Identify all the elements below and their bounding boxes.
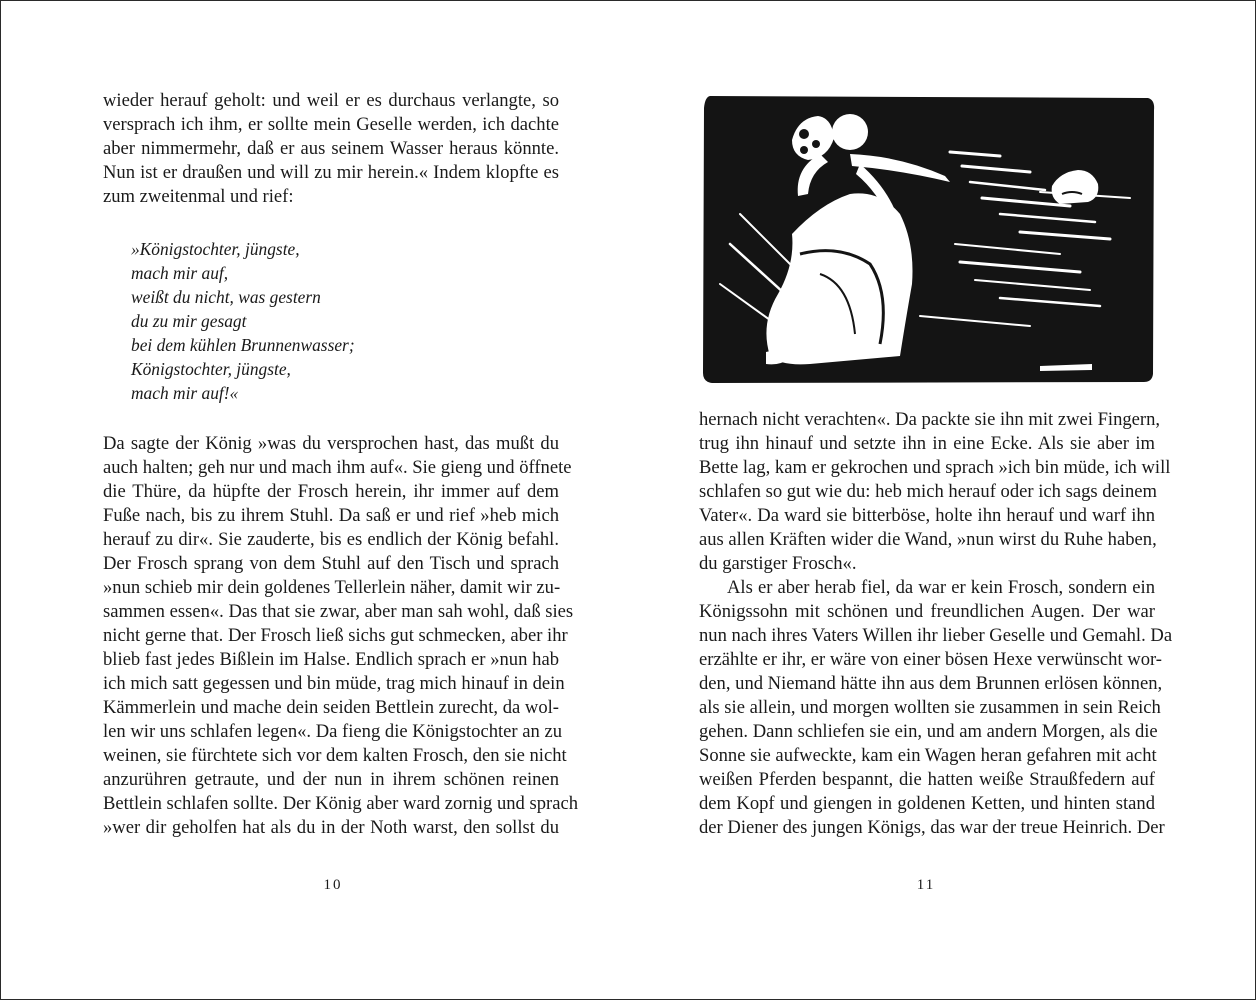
text-line: die Thüre, da hüpfte der Frosch herein, ihr immer auf dem bbox=[103, 481, 559, 502]
verse-line: bei dem kühlen Brunnenwasser; bbox=[131, 335, 355, 355]
text-line: Bettlein schlafen sollte. Der König aber ward zornig und sprach bbox=[103, 793, 579, 814]
text-line: auch halten; geh nur und mach ihm auf«. Sie gieng und öffnete bbox=[103, 457, 572, 478]
right-page bbox=[628, 1, 1255, 999]
text-line: den, und Niemand hätte ihn aus dem Brunnen erlösen können, bbox=[699, 673, 1163, 694]
text-line: Vater«. Da ward sie bitterböse, holte ihn herauf und warf ihn bbox=[699, 505, 1155, 526]
text-line: Fuße nach, bis zu ihrem Stuhl. Da saß er und rief »heb mich bbox=[103, 505, 559, 526]
text-line: dem Kopf und giengen in goldenen Ketten, und hinten stand bbox=[699, 793, 1155, 814]
text-line: aus allen Kräften wider die Wand, »nun wirst du Ruhe haben, bbox=[699, 529, 1157, 550]
text-line: Der Frosch sprang von dem Stuhl auf den Tisch und sprach bbox=[103, 553, 559, 574]
text-line: aber nimmermehr, daß er aus seinem Wasser heraus könnte. bbox=[103, 138, 559, 159]
text-line: weinen, sie fürchtete sich vor dem kalten Frosch, den sie nicht bbox=[103, 745, 567, 766]
text-line: versprach ich ihm, er sollte mein Geselle werden, ich dachte bbox=[103, 114, 559, 135]
text-line: »wer dir geholfen hat als du in der Noth warst, den sollst du bbox=[103, 817, 559, 838]
verse-line: mach mir auf, bbox=[131, 263, 229, 283]
text-line: len wir uns schlafen legen«. Da fieng die Königstochter an zu bbox=[103, 721, 563, 742]
verse-line: du zu mir gesagt bbox=[131, 311, 247, 331]
text-line: Nun ist er draußen und will zu mir herein.« Indem klopfte es bbox=[103, 162, 559, 183]
text-line: erzählte er ihr, er wäre von einer bösen Hexe verwünscht wor- bbox=[699, 649, 1163, 670]
text-line: als sie allein, und morgen wollten sie zusammen in sein Reich bbox=[699, 697, 1161, 718]
left-page bbox=[1, 1, 628, 999]
text-line: Königssohn mit schönen und freundlichen Augen. Der war bbox=[699, 601, 1155, 622]
text-line: Bette lag, kam er gekrochen und sprach »ich bin müde, ich will bbox=[699, 457, 1171, 478]
princess-throwing-frog-illustration bbox=[700, 94, 1156, 384]
text-line: Kämmerlein und mache dein seiden Bettlein zurecht, da wol- bbox=[103, 697, 559, 718]
text-line: »nun schieb mir dein goldenes Tellerlein näher, damit wir zu- bbox=[103, 577, 561, 598]
text-line: hernach nicht verachten«. Da packte sie ihn mit zwei Fingern, bbox=[699, 409, 1161, 430]
page-number: 10 bbox=[323, 877, 343, 893]
text-line: du garstiger Frosch«. bbox=[699, 553, 857, 574]
text-line: sammen essen«. Das that sie zwar, aber man sah wohl, daß sies bbox=[103, 601, 574, 622]
text-line: wieder herauf geholt: und weil er es durchaus verlangte, so bbox=[103, 90, 559, 111]
text-line: gehen. Dann schliefen sie ein, und am andern Morgen, als die bbox=[699, 721, 1158, 742]
text-line: trug ihn hinauf und setzte ihn in eine Ecke. Als sie aber im bbox=[699, 433, 1155, 454]
text-line: der Diener des jungen Königs, das war der treue Heinrich. Der bbox=[699, 817, 1165, 838]
verse-line: »Königstochter, jüngste, bbox=[131, 239, 300, 259]
text-line: weißen Pferden bespannt, die hatten weiße Straußfedern auf bbox=[699, 769, 1155, 790]
text-line: anzurühren getraute, und der nun in ihrem schönen reinen bbox=[103, 769, 559, 790]
text-line: herauf zu dir«. Sie zauderte, bis es endlich der König befahl. bbox=[103, 529, 559, 550]
verse-line: mach mir auf!« bbox=[131, 383, 239, 403]
text-line: ich mich satt gegessen und bin müde, trag mich hinauf in dein bbox=[103, 673, 565, 694]
page-number: 11 bbox=[916, 877, 936, 893]
verse-line: weißt du nicht, was gestern bbox=[131, 287, 321, 307]
text-line: zum zweitenmal und rief: bbox=[103, 186, 294, 207]
verse-line: Königstochter, jüngste, bbox=[131, 359, 291, 379]
text-line: blieb fast jedes Bißlein im Halse. Endlich sprach er »nun hab bbox=[103, 649, 559, 670]
text-line: Sonne sie aufweckte, kam ein Wagen heran gefahren mit acht bbox=[699, 745, 1157, 766]
text-line: Da sagte der König »was du versprochen hast, das mußt du bbox=[103, 433, 559, 454]
text-line: schlafen so gut wie du: heb mich herauf oder ich sags deinem bbox=[699, 481, 1157, 502]
text-line: Als er aber herab fiel, da war er kein Frosch, sondern ein bbox=[727, 577, 1155, 598]
text-line: nun nach ihres Vaters Willen ihr lieber Geselle und Gemahl. Da bbox=[699, 625, 1173, 646]
text-line: nicht gerne that. Der Frosch ließ sichs gut schmecken, aber ihr bbox=[103, 625, 568, 646]
